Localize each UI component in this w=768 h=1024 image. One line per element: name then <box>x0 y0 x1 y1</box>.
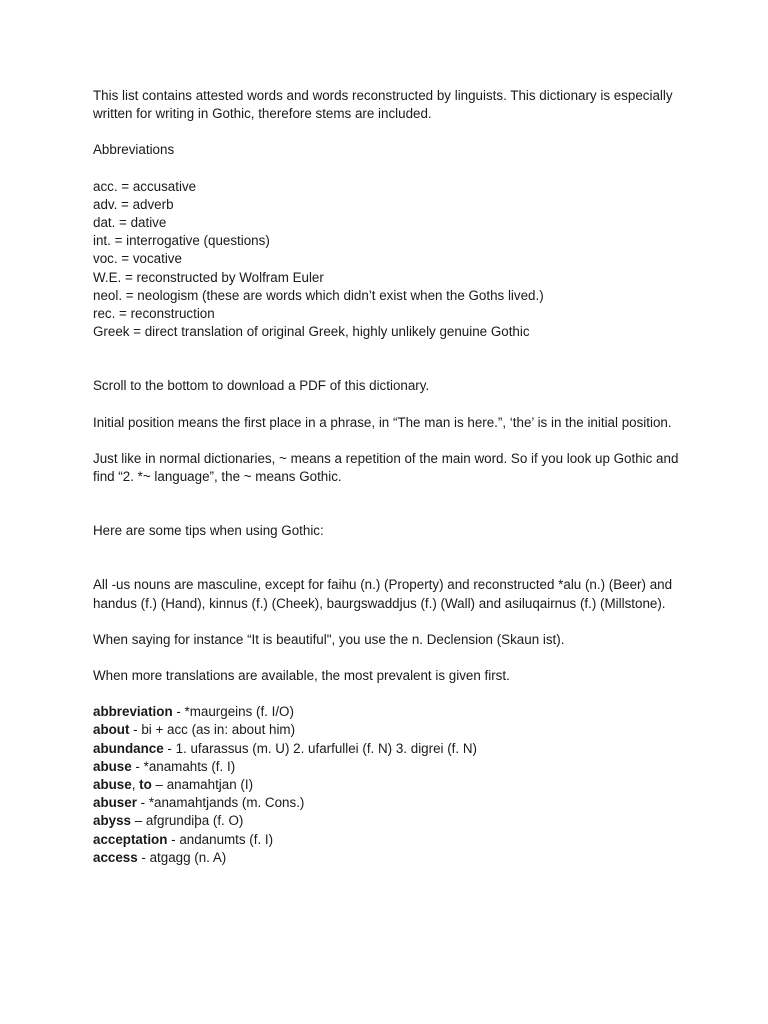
entry-headword: about <box>93 722 130 738</box>
entry-definition: afgrundiþa (f. O) <box>145 813 244 829</box>
dictionary-entry <box>93 703 693 721</box>
abbreviations-list <box>93 178 693 342</box>
abbreviation-item: int. = interrogative (questions) <box>93 233 270 249</box>
entry-definition: andanumts (f. I) <box>179 831 274 847</box>
entry-headword: abbreviation <box>93 704 173 720</box>
scroll-note: Scroll to the bottom to download a PDF of this dictionary. <box>93 378 430 394</box>
entry-definition: anamahtjan (I) <box>166 777 254 793</box>
tips-heading: Here are some tips when using Gothic: <box>93 523 324 539</box>
tip-paragraph: When saying for instance “It is beautiful", you use the n. Declension (Skaun ist). <box>93 631 565 647</box>
entry-separator: - <box>167 831 180 847</box>
dictionary-entry <box>93 812 693 830</box>
entry-definition: bi + acc (as in: about him) <box>141 722 296 738</box>
dictionary-entries <box>93 703 693 867</box>
abbreviation-item: W.E. = reconstructed by Wolfram Euler <box>93 269 324 285</box>
entry-separator: – <box>151 777 167 793</box>
dictionary-entry <box>93 831 693 849</box>
entry-definition: *anamahtjands (m. Cons.) <box>148 795 305 811</box>
entry-separator: - <box>172 704 185 720</box>
entry-headword: acceptation <box>93 831 168 847</box>
entry-definition: *anamahts (f. I) <box>143 758 236 774</box>
abbreviation-item: neol. = neologism (these are words which didn’t exist when the Goths lived.) <box>93 287 544 303</box>
entry-separator: - <box>129 722 142 738</box>
entry-headword: abundance <box>93 740 164 756</box>
dictionary-entry <box>93 721 693 739</box>
abbreviation-item: rec. = reconstruction <box>93 306 215 322</box>
abbreviation-item: dat. = dative <box>93 215 167 231</box>
tilde-note: Just like in normal dictionaries, ~ means a repetition of the main word. So if you look up Gothic and find “2. *~ language”, the ~ means Gothic. <box>93 450 679 485</box>
abbreviation-item: adv. = adverb <box>93 196 174 212</box>
entry-separator: - <box>137 849 150 865</box>
tip-paragraph: All -us nouns are masculine, except for faihu (n.) (Property) and reconstructed *alu (n.) (Beer) and handus (f.) (Hand), kinnus (f.) (Cheek), baurgswaddjus (f.) (Wall) and asiluqairnus (f.) (Millstone). <box>93 577 673 611</box>
tip-paragraph: When more translations are available, the most prevalent is given first. <box>93 668 510 684</box>
entry-comma: , <box>131 777 140 793</box>
entry-definition: atgagg (n. A) <box>149 849 227 865</box>
entry-headword: abuse <box>93 777 132 793</box>
entry-definition: 1. ufarassus (m. U) 2. ufarfullei (f. N) 3. digrei (f. N) <box>175 740 477 756</box>
initial-position-note: Initial position means the first place in a phrase, in “The man is here.”, ‘the’ is in the initial position. <box>93 414 672 430</box>
intro-paragraph: This list contains attested words and words reconstructed by linguists. This dictionary is especially written for writing in Gothic, therefore stems are included. <box>93 88 673 122</box>
abbreviation-item: Greek = direct translation of original Greek, highly unlikely genuine Gothic <box>93 324 530 340</box>
entry-separator: – <box>130 813 146 829</box>
dictionary-entry <box>93 758 693 776</box>
entry-separator: - <box>131 758 144 774</box>
entry-headword-suffix: to <box>139 777 152 793</box>
document-page <box>93 87 693 867</box>
entry-headword: abuse <box>93 758 132 774</box>
dictionary-entry <box>93 740 693 758</box>
entry-headword: abuser <box>93 795 137 811</box>
entry-headword: abyss <box>93 813 131 829</box>
abbreviation-item: acc. = accusative <box>93 178 197 194</box>
entry-separator: - <box>136 795 149 811</box>
dictionary-entry <box>93 849 693 867</box>
entry-separator: - <box>163 740 176 756</box>
entry-definition: *maurgeins (f. I/O) <box>184 704 294 720</box>
dictionary-entry <box>93 794 693 812</box>
abbreviation-item: voc. = vocative <box>93 251 182 267</box>
dictionary-entry <box>93 776 693 794</box>
abbreviations-heading: Abbreviations <box>93 142 175 158</box>
entry-headword: access <box>93 849 138 865</box>
